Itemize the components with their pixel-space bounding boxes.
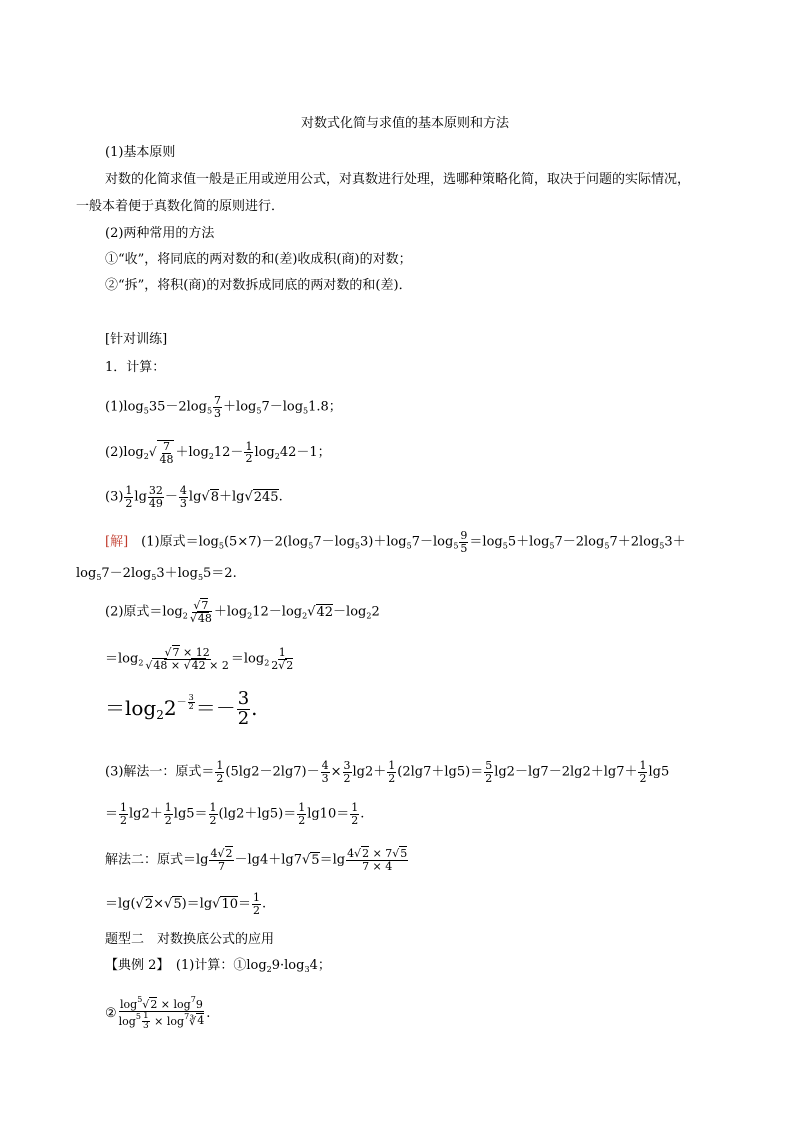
method-item-collect: ①“收”，将同底的两对数的和(差)收成积(商)的对数； bbox=[105, 252, 412, 267]
training-label: [针对训练] bbox=[105, 332, 168, 347]
principle-paragraph-line-1: 对数的化简求值一般是正用或逆用公式，对真数进行处理，选哪种策略化简，取决于问题的实际情况， bbox=[105, 172, 691, 187]
question-title: 1．计算： bbox=[105, 360, 166, 375]
solution-3-method-2-line-1: 解法二：原式＝lg $\frac{4√2}{7}$ －lg4＋lg7√5＝lg $\frac{4√2 \times 7√5}{7 \times 4}$ bbox=[105, 847, 408, 873]
solution-3-method-1-line-1: (3)解法一：原式＝ $\frac{1}{2}$ (5lg2－2lg7)－ $\frac{4}{3}$ × $\frac{3}{2}$ lg2＋ $\frac{1}{2}$ (2lg7＋lg5)＝ $\frac{5}{2}$ lg2－lg7－2lg2＋lg7＋ $\frac{1}{2}$ lg5 bbox=[105, 759, 670, 785]
example-2-line-2: ② $\log^5√2 \times \log^79$ $\log^5$ $\frac{1}{3}$ × $\log^7∛4$ . bbox=[105, 995, 211, 1031]
section-heading: 题型二 对数换底公式的应用 bbox=[105, 932, 275, 947]
principle-paragraph-line-2: 一般本着便于真数化简的原则进行． bbox=[76, 199, 285, 214]
solution-label: [解] bbox=[105, 534, 129, 550]
example-text: (1)计算：①log bbox=[175, 958, 267, 973]
problem-3-expression: (3) $\frac{1}{2}$ lg $\frac{32}{49}$ － $\frac{4}{3}$ lg√8＋lg√245. bbox=[105, 484, 283, 510]
principle-heading: (1)基本原则 bbox=[105, 145, 176, 160]
solution-3-method-1-line-2: ＝ $\frac{1}{2}$ lg2＋ $\frac{1}{2}$ lg5＝ $\frac{1}{2}$ (lg2＋lg5)＝ $\frac{1}{2}$ lg10＝ $\frac{1}{2}$ . bbox=[105, 801, 365, 827]
example-label: 【典例 2】 bbox=[105, 958, 163, 973]
solution-1-line-2: $\log_57-2\log_53+\log_55=2$. bbox=[76, 566, 237, 582]
methods-heading: (2)两种常用的方法 bbox=[105, 226, 215, 241]
solution-3-method-2-line-2: ＝lg(√2×√5)＝lg√10＝ $\frac{1}{2}$ . bbox=[105, 891, 267, 917]
example-2-line-1: 【典例 2】 (1)计算：$①\log_29\cdot\log_34$； bbox=[105, 958, 331, 974]
example-rest: 9·log bbox=[271, 958, 305, 973]
problem-1-expression: $(1)\log_535-2\log_5$ $\frac{7}{3}$ $+\log_57-\log_51.8$； bbox=[105, 394, 342, 420]
solution-2-line-2: $=\log_2$ $\frac{√7 \times 12}{√48 \times √42 \times 2}$ $=\log_2$ $\frac{1}{2√2}$ bbox=[105, 646, 294, 672]
page-title: 对数式化简与求值的基本原则和方法 bbox=[301, 116, 510, 131]
method-item-split: ②“拆”，将积(商)的对数拆成同底的两对数的和(差)． bbox=[105, 278, 412, 293]
solution-2-line-3: $=\log_22^{- \frac{3}{2}}$ ＝－ $\frac{3}{2}$ . bbox=[105, 688, 258, 729]
solution-1-line-1: [解] (1)原式$=\log_5(5\times 7)-2(\log_57-\log_53)+\log_57-\log_5$ $\frac{9}{5}$ $=\log_55+\log_57-2\log_57+2\log_53+$ bbox=[105, 529, 686, 555]
solution-2-line-1: (2)原式$=\log_2$ $\frac{√7}{√48}$ $+\log_212-\log_2√42-\log_22$ bbox=[105, 599, 380, 625]
problem-2-expression: $(2)\log_2√$ $\frac{7}{48}$ $+\log_212-$ $\frac{1}{2}$ $\log_242-1$； bbox=[105, 439, 331, 466]
example-end: 4； bbox=[309, 958, 331, 973]
